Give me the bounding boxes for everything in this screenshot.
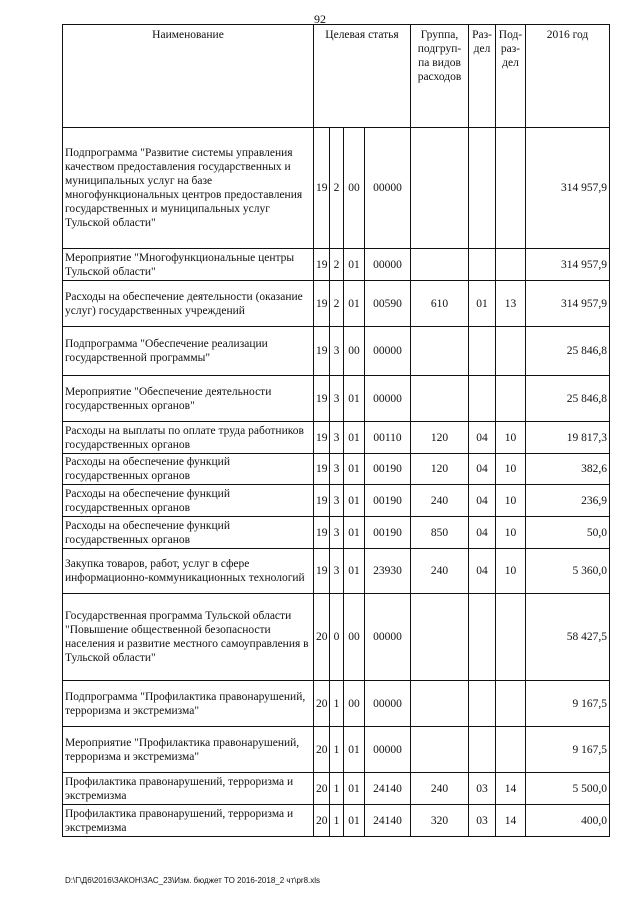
amount-2016: 314 957,9 [526, 128, 610, 249]
target-program: 19 [314, 549, 330, 594]
expense-group [411, 327, 469, 376]
expense-group: 850 [411, 517, 469, 549]
target-program: 19 [314, 249, 330, 281]
target-program: 19 [314, 454, 330, 485]
target-subprogram: 3 [330, 376, 344, 422]
target-measure: 00 [344, 594, 365, 681]
row-name: Расходы на обеспечение функций государственных органов [63, 454, 314, 485]
header-row [63, 25, 610, 128]
target-program: 20 [314, 773, 330, 805]
target-measure: 01 [344, 773, 365, 805]
target-direction: 00000 [365, 727, 411, 773]
section-code: 04 [469, 549, 496, 594]
section-code: 01 [469, 281, 496, 327]
target-measure: 01 [344, 485, 365, 517]
target-subprogram: 0 [330, 594, 344, 681]
expense-group [411, 681, 469, 727]
target-measure: 00 [344, 327, 365, 376]
row-name: Закупка товаров, работ, услуг в сфере информационно-коммуникационных технологий [63, 549, 314, 594]
section-code [469, 681, 496, 727]
expense-group: 610 [411, 281, 469, 327]
row-name: Расходы на обеспечение функций государственных органов [63, 485, 314, 517]
row-name: Подпрограмма "Профилактика правонарушений, терроризма и экстремизма" [63, 681, 314, 727]
header-target-article: Целевая статья [314, 25, 411, 128]
target-direction: 00190 [365, 517, 411, 549]
table-row [63, 281, 610, 327]
target-subprogram: 3 [330, 549, 344, 594]
section-code: 04 [469, 422, 496, 454]
subsection-code [496, 681, 526, 727]
target-subprogram: 1 [330, 805, 344, 837]
expense-group [411, 594, 469, 681]
target-program: 20 [314, 727, 330, 773]
expense-group [411, 249, 469, 281]
subsection-code [496, 128, 526, 249]
target-measure: 01 [344, 517, 365, 549]
table-row [63, 376, 610, 422]
target-direction: 00000 [365, 376, 411, 422]
row-name: Подпрограмма "Обеспечение реализации государственной программы" [63, 327, 314, 376]
section-code [469, 128, 496, 249]
row-name: Мероприятие "Профилактика правонарушений, терроризма и экстремизма" [63, 727, 314, 773]
target-measure: 01 [344, 727, 365, 773]
target-subprogram: 3 [330, 422, 344, 454]
target-measure: 01 [344, 249, 365, 281]
row-name: Подпрограмма "Развитие системы управления качеством предоставления государственных и муниципальных услуг на базе многофункциональных центров предоставления государственных и муниципальных услуг Тульской области" [63, 128, 314, 249]
header-year-2016: 2016 год [526, 25, 610, 128]
amount-2016: 400,0 [526, 805, 610, 837]
table-row [63, 549, 610, 594]
target-program: 19 [314, 422, 330, 454]
target-program: 19 [314, 485, 330, 517]
target-direction: 00000 [365, 128, 411, 249]
target-program: 20 [314, 594, 330, 681]
table-row [63, 594, 610, 681]
target-subprogram: 1 [330, 773, 344, 805]
table-row [63, 773, 610, 805]
subsection-code [496, 376, 526, 422]
table-row [63, 327, 610, 376]
header-subsection: Под-раз-дел [496, 25, 526, 128]
target-subprogram: 2 [330, 249, 344, 281]
amount-2016: 5 360,0 [526, 549, 610, 594]
header-expense-group: Группа, подгруп-па видов расходов [411, 25, 469, 128]
section-code: 04 [469, 454, 496, 485]
target-measure: 01 [344, 454, 365, 485]
target-measure: 01 [344, 805, 365, 837]
table-row [63, 681, 610, 727]
subsection-code [496, 594, 526, 681]
amount-2016: 5 500,0 [526, 773, 610, 805]
subsection-code: 10 [496, 549, 526, 594]
expense-group: 320 [411, 805, 469, 837]
expense-group [411, 727, 469, 773]
target-direction: 00000 [365, 249, 411, 281]
target-measure: 00 [344, 681, 365, 727]
target-measure: 01 [344, 376, 365, 422]
target-program: 19 [314, 376, 330, 422]
section-code [469, 249, 496, 281]
row-name: Расходы на обеспечение функций государственных органов [63, 517, 314, 549]
target-subprogram: 3 [330, 327, 344, 376]
table-row [63, 128, 610, 249]
target-subprogram: 1 [330, 681, 344, 727]
row-name: Расходы на выплаты по оплате труда работников государственных органов [63, 422, 314, 454]
target-program: 19 [314, 281, 330, 327]
target-direction: 24140 [365, 805, 411, 837]
expense-group: 120 [411, 422, 469, 454]
subsection-code: 10 [496, 422, 526, 454]
table-row [63, 517, 610, 549]
target-program: 20 [314, 681, 330, 727]
amount-2016: 9 167,5 [526, 681, 610, 727]
target-measure: 01 [344, 549, 365, 594]
subsection-code [496, 249, 526, 281]
row-name: Расходы на обеспечение деятельности (оказание услуг) государственных учреждений [63, 281, 314, 327]
expense-group: 240 [411, 773, 469, 805]
expense-group: 240 [411, 549, 469, 594]
expense-group [411, 376, 469, 422]
target-subprogram: 1 [330, 727, 344, 773]
amount-2016: 314 957,9 [526, 249, 610, 281]
header-section: Раз-дел [469, 25, 496, 128]
section-code: 04 [469, 517, 496, 549]
section-code [469, 327, 496, 376]
amount-2016: 50,0 [526, 517, 610, 549]
section-code [469, 594, 496, 681]
subsection-code: 10 [496, 517, 526, 549]
subsection-code: 14 [496, 773, 526, 805]
page-number: 92 [314, 12, 326, 26]
header-name: Наименование [63, 25, 314, 128]
target-direction: 00000 [365, 327, 411, 376]
amount-2016: 19 817,3 [526, 422, 610, 454]
target-subprogram: 3 [330, 454, 344, 485]
table-row [63, 249, 610, 281]
section-code: 04 [469, 485, 496, 517]
section-code [469, 727, 496, 773]
target-direction: 24140 [365, 773, 411, 805]
budget-table [62, 24, 610, 837]
target-direction: 00000 [365, 594, 411, 681]
file-path-footer: D:\Г\Д6\2016\ЗАКОН\ЗАС_23\Изм. бюджет ТО 2016-2018_2 чт\pr8.xls [65, 876, 321, 885]
amount-2016: 25 846,8 [526, 327, 610, 376]
section-code [469, 376, 496, 422]
row-name: Государственная программа Тульской области "Повышение общественной безопасности населения и развитие местного самоуправления в Тульской области" [63, 594, 314, 681]
section-code: 03 [469, 805, 496, 837]
amount-2016: 9 167,5 [526, 727, 610, 773]
target-subprogram: 2 [330, 281, 344, 327]
amount-2016: 314 957,9 [526, 281, 610, 327]
target-direction: 00110 [365, 422, 411, 454]
target-direction: 00190 [365, 454, 411, 485]
section-code: 03 [469, 773, 496, 805]
subsection-code: 13 [496, 281, 526, 327]
expense-group: 240 [411, 485, 469, 517]
amount-2016: 25 846,8 [526, 376, 610, 422]
subsection-code: 10 [496, 485, 526, 517]
amount-2016: 382,6 [526, 454, 610, 485]
table-row [63, 422, 610, 454]
row-name: Мероприятие "Многофункциональные центры Тульской области" [63, 249, 314, 281]
table-row [63, 454, 610, 485]
subsection-code [496, 327, 526, 376]
target-direction: 00000 [365, 681, 411, 727]
subsection-code [496, 727, 526, 773]
row-name: Профилактика правонарушений, терроризма и экстремизма [63, 805, 314, 837]
target-program: 20 [314, 805, 330, 837]
target-program: 19 [314, 517, 330, 549]
target-direction: 00190 [365, 485, 411, 517]
table-row [63, 805, 610, 837]
amount-2016: 236,9 [526, 485, 610, 517]
expense-group: 120 [411, 454, 469, 485]
target-subprogram: 3 [330, 485, 344, 517]
row-name: Мероприятие "Обеспечение деятельности государственных органов" [63, 376, 314, 422]
subsection-code: 14 [496, 805, 526, 837]
target-direction: 23930 [365, 549, 411, 594]
target-measure: 00 [344, 128, 365, 249]
target-program: 19 [314, 327, 330, 376]
target-direction: 00590 [365, 281, 411, 327]
subsection-code: 10 [496, 454, 526, 485]
target-subprogram: 2 [330, 128, 344, 249]
target-subprogram: 3 [330, 517, 344, 549]
row-name: Профилактика правонарушений, терроризма и экстремизма [63, 773, 314, 805]
target-measure: 01 [344, 281, 365, 327]
target-program: 19 [314, 128, 330, 249]
table-row [63, 485, 610, 517]
expense-group [411, 128, 469, 249]
table-row [63, 727, 610, 773]
amount-2016: 58 427,5 [526, 594, 610, 681]
target-measure: 01 [344, 422, 365, 454]
